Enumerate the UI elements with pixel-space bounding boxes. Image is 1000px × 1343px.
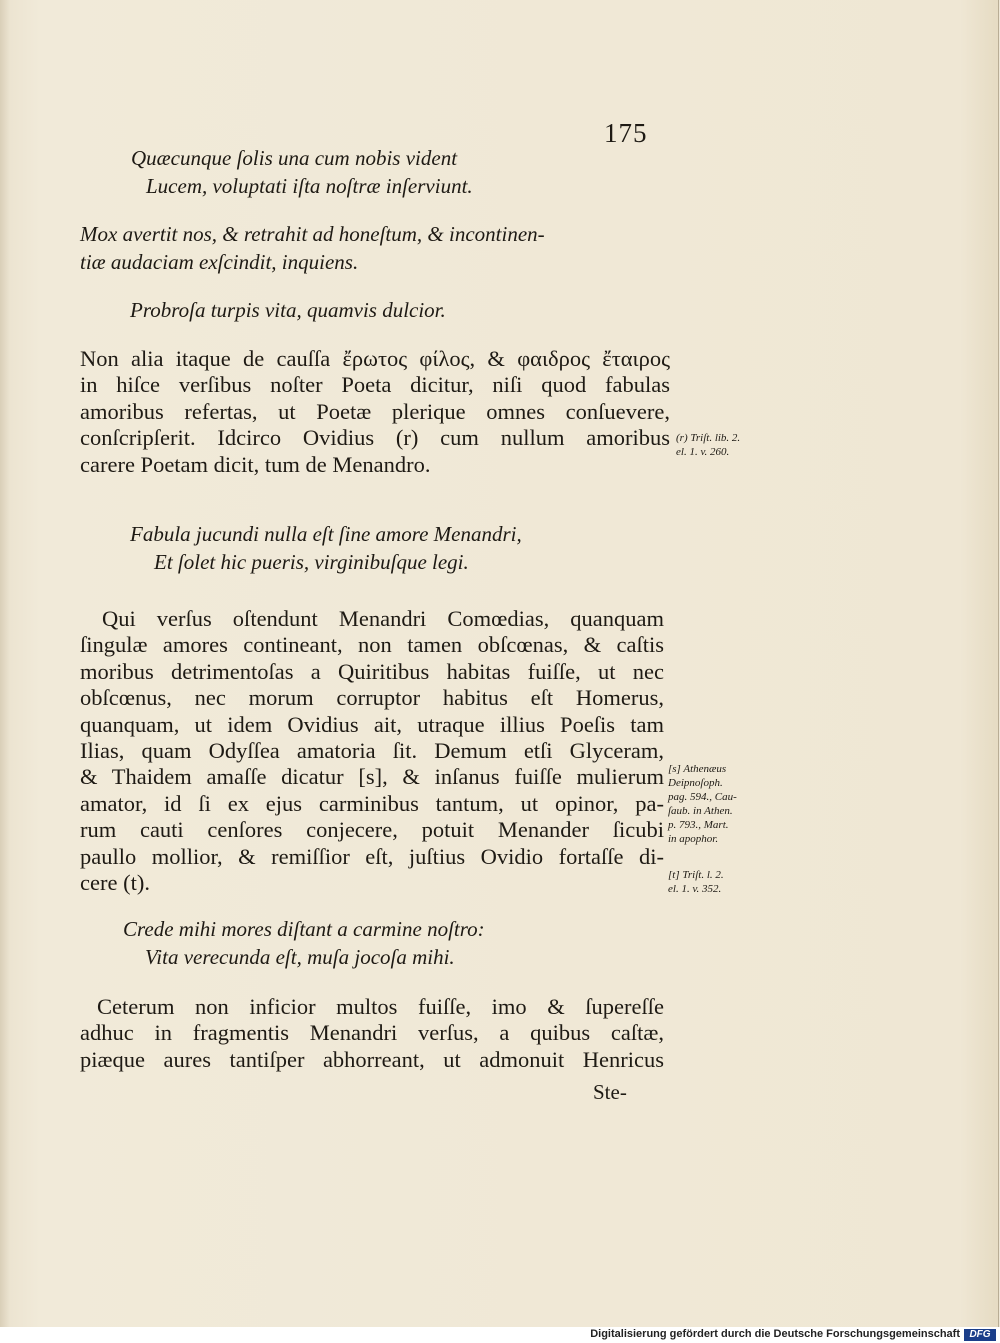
verse-line: Quæcunque ſolis una cum nobis vident (131, 146, 458, 170)
marginal-note-r: (r) Triſt. lib. 2. el. 1. v. 260. (676, 432, 741, 458)
paragraph-4 (80, 994, 664, 1073)
text-line: cere (t). (80, 870, 150, 896)
verse-quotation-4 (123, 915, 485, 971)
page-number: 175 (604, 118, 648, 148)
text-line: Ilias, quam Odyſſea amatoria ſit. Demum etſi Glyceram, (80, 738, 664, 764)
text-line: Mox avertit nos, & retrahit ad honeſtum, & incontinen- (80, 222, 545, 246)
verse-quotation-3 (130, 520, 522, 576)
verse-quotation-2 (130, 296, 446, 324)
verse-line: Probroſa turpis vita, quamvis dulcior. (130, 298, 446, 322)
text-line: quanquam, ut idem Ovidius ait, utraque illius Poeſis tam (80, 711, 664, 737)
paragraph-2 (80, 346, 670, 478)
verse-quotation-1 (131, 144, 473, 200)
text-line: piæque aures tantiſper abhorreant, ut admonuit Henricus (80, 1046, 664, 1072)
verse-line: Fabula jucundi nulla eſt ſine amore Menandri, (130, 522, 522, 546)
text-line: amoribus refertas, ut Poetæ plerique omnes conſuevere, (80, 398, 670, 424)
text-line: carere Poetam dicit, tum de Menandro. (80, 451, 431, 477)
catchword: Ste- (593, 1080, 627, 1104)
verse-line: Crede mihi mores diſtant a carmine noſtro: (123, 917, 485, 941)
text-line: Qui verſus oſtendunt Menandri Comœdias, quanquam (102, 606, 664, 631)
verse-line: Lucem, voluptati iſta noſtræ inſerviunt. (146, 174, 473, 198)
text-line: rum cauti cenſores conjecere, potuit Menander ſicubi (80, 817, 664, 843)
funding-notice: Digitalisierung gefördert durch die Deutsche Forschungsgemeinschaft (590, 1328, 960, 1340)
text-line: obſcœnus, nec morum corruptor habitus eſt Homerus, (80, 685, 664, 711)
dfg-logo: DFG (964, 1329, 996, 1341)
text-line: adhuc in fragmentis Menandri verſus, a quibus caſtæ, (80, 1020, 664, 1046)
digitization-footer (0, 1327, 1000, 1343)
text-line: Non alia itaque de cauſſa ἔρωτος φίλος, & φαιδρος ἔταιρος (80, 346, 670, 371)
italic-paragraph (80, 220, 672, 276)
paragraph-3 (80, 606, 664, 896)
text-line: paullo mollior, & remiſſior eſt, juſtius Ovidio fortaſſe di- (80, 843, 664, 869)
marginal-note-s: [s] Athenæus Deipnoſoph. pag. 594., Cau- ſaub. in Athen. p. 793., Mart. in apophor. (668, 763, 737, 845)
text-line: conſcripſerit. Idcirco Ovidius (r) cum nullum amoribus (80, 425, 670, 451)
text-line: ſingulæ amores contineant, non tamen obſcœnas, & caſtis (80, 632, 664, 658)
text-line: tiæ audaciam exſcindit, inquiens. (80, 250, 359, 274)
text-line: & Thaidem amaſſe dicatur [s], & inſanus fuiſſe mulierum (80, 764, 664, 790)
text-line: Ceterum non inficior multos fuiſſe, imo & ſupereſſe (97, 994, 664, 1019)
text-line: in hiſce verſibus noſter Poeta dicitur, niſi quod fabulas (80, 372, 670, 398)
marginal-note-t: [t] Triſt. l. 2. el. 1. v. 352. (668, 869, 724, 895)
verse-line: Vita verecunda eſt, muſa jocoſa mihi. (145, 945, 455, 969)
text-line: amator, id ſi ex ejus carminibus tantum, ut opinor, pa- (80, 790, 664, 816)
text-line: moribus detrimentoſas a Quiritibus habitas fuiſſe, ut nec (80, 658, 664, 684)
verse-line: Et ſolet hic pueris, virginibuſque legi. (154, 550, 469, 574)
